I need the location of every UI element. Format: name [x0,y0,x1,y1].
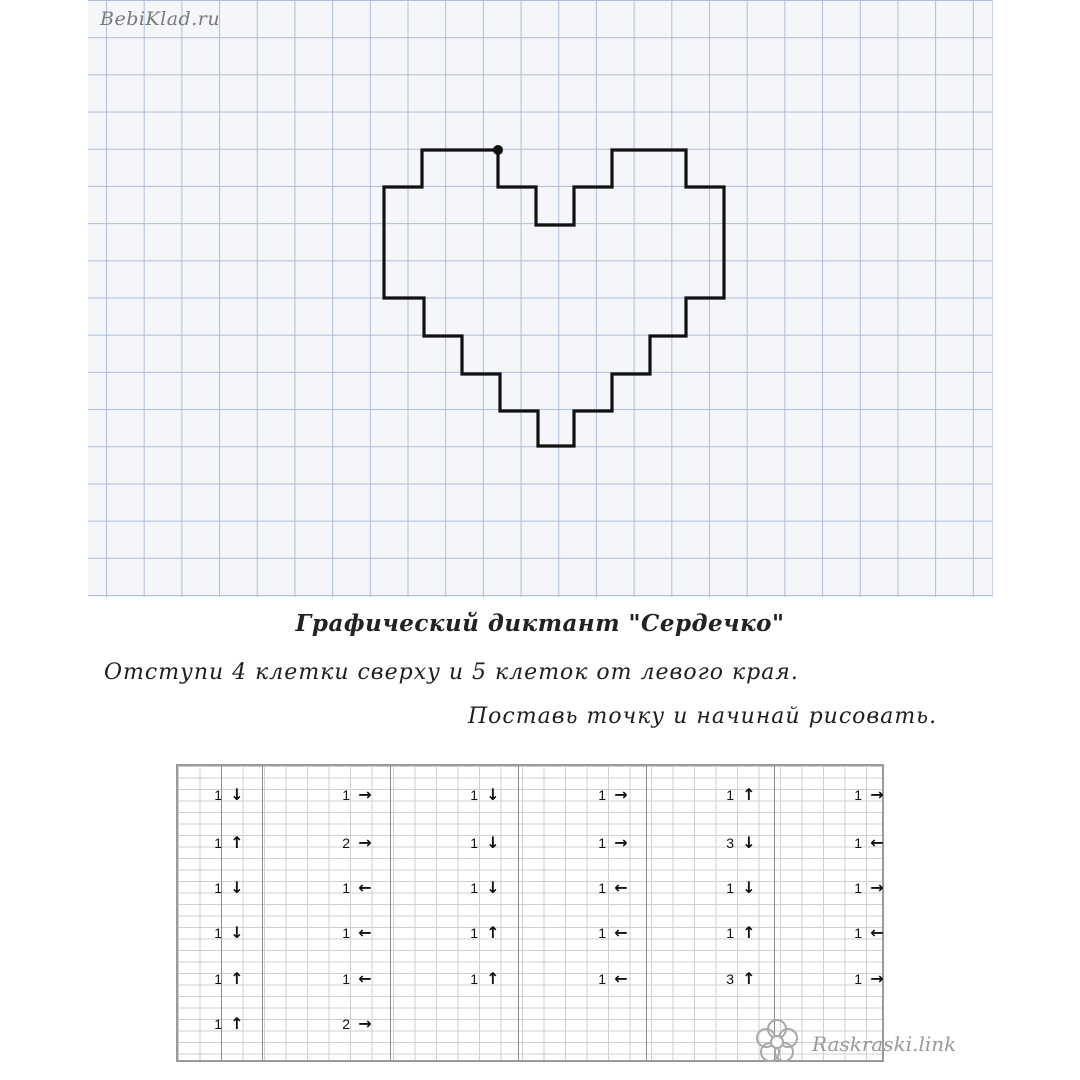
step-count: 1 [214,971,222,987]
arrow-up-icon: ↑ [486,923,500,942]
arrow-down-icon: ↓ [742,878,756,897]
step-count: 1 [342,971,350,987]
arrow-right-icon: → [358,785,372,804]
step-count: 1 [214,1016,222,1032]
arrow-right-icon: → [614,833,628,852]
instruction-line-1: Отступи 4 клетки сверху и 5 клеток от левого края. [104,660,799,685]
step-count: 1 [342,787,350,803]
flower-icon [752,1016,802,1066]
step-count: 1 [854,787,862,803]
arrow-left-icon: ← [358,923,372,942]
step-count: 2 [342,1016,350,1032]
arrow-up-icon: ↑ [486,969,500,988]
arrow-down-icon: ↓ [486,785,500,804]
step-count: 1 [470,925,478,941]
step-count: 1 [854,971,862,987]
arrow-right-icon: → [870,969,884,988]
watermark-raskraski: Raskraski.link [812,1032,957,1056]
step-count: 1 [470,835,478,851]
arrow-down-icon: ↓ [742,833,756,852]
arrow-left-icon: ← [870,923,884,942]
arrow-up-icon: ↑ [230,1014,244,1033]
step-count: 1 [214,787,222,803]
arrow-left-icon: ← [614,878,628,897]
step-count: 1 [726,880,734,896]
arrow-up-icon: ↑ [742,923,756,942]
step-count: 1 [214,880,222,896]
step-count: 1 [342,925,350,941]
step-count: 1 [342,880,350,896]
step-count: 1 [598,971,606,987]
arrow-left-icon: ← [870,833,884,852]
page-title: Графический диктант "Сердечко" [295,610,785,637]
step-count: 1 [854,925,862,941]
arrow-up-icon: ↑ [230,833,244,852]
step-count: 1 [598,880,606,896]
arrow-left-icon: ← [358,969,372,988]
arrow-down-icon: ↓ [230,785,244,804]
step-count: 2 [342,835,350,851]
arrow-down-icon: ↓ [230,878,244,897]
step-count: 3 [726,971,734,987]
arrow-up-icon: ↑ [742,785,756,804]
step-count: 1 [854,880,862,896]
step-count: 1 [726,925,734,941]
step-count: 1 [470,880,478,896]
arrow-down-icon: ↓ [486,878,500,897]
step-count: 1 [598,835,606,851]
arrow-right-icon: → [870,878,884,897]
step-count: 1 [470,787,478,803]
table-divider [518,766,519,1060]
watermark-bebiklad: BebiKlad.ru [100,8,221,30]
arrow-up-icon: ↑ [230,969,244,988]
heart-outline [384,150,724,446]
arrow-left-icon: ← [614,923,628,942]
arrow-up-icon: ↑ [742,969,756,988]
step-count: 1 [598,925,606,941]
arrow-left-icon: ← [358,878,372,897]
step-count: 1 [726,787,734,803]
start-dot [493,145,503,155]
step-count: 1 [214,835,222,851]
arrow-right-icon: → [870,785,884,804]
arrow-right-icon: → [614,785,628,804]
arrow-down-icon: ↓ [486,833,500,852]
table-divider [390,766,391,1060]
arrow-right-icon: → [358,833,372,852]
table-divider [646,766,647,1060]
arrow-down-icon: ↓ [230,923,244,942]
step-count: 1 [214,925,222,941]
arrow-right-icon: → [358,1014,372,1033]
step-count: 1 [854,835,862,851]
step-count: 3 [726,835,734,851]
instruction-line-2: Поставь точку и начинай рисовать. [468,704,938,729]
arrow-left-icon: ← [614,969,628,988]
table-divider [262,766,263,1060]
step-count: 1 [598,787,606,803]
step-count: 1 [470,971,478,987]
